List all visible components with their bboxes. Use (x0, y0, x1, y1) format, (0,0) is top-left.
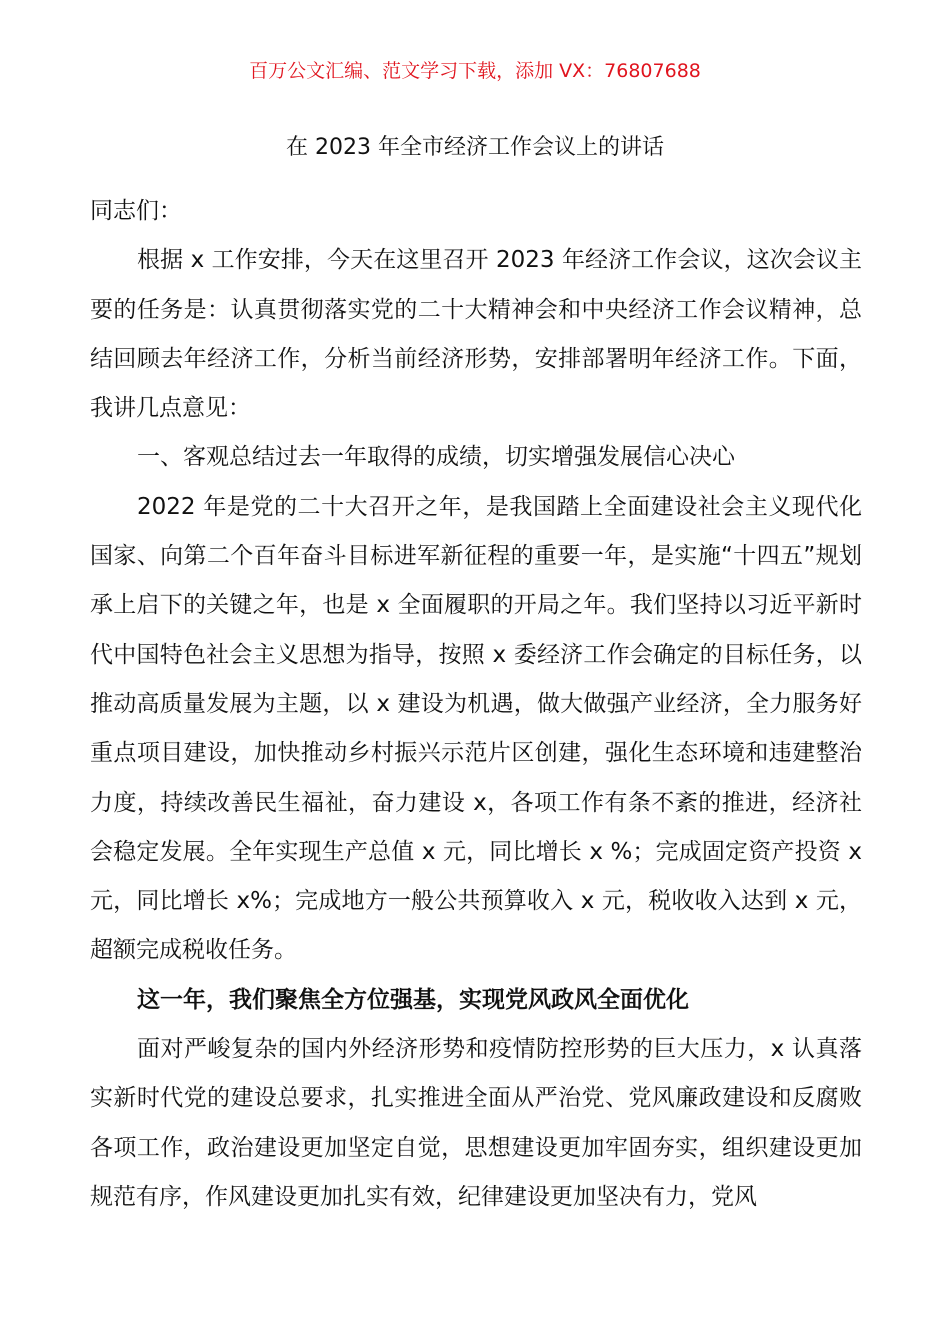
salutation: 同志们： (90, 198, 182, 224)
section-heading: 一、客观总结过去一年取得的成绩，切实增强发展信心决心 (137, 444, 735, 471)
header-note: 百万公文汇编、范文学习下载，添加 VX：76807688 (249, 60, 701, 82)
document-title: 在 2023 年全市经济工作会议上的讲话 (286, 135, 664, 160)
document-body (90, 187, 862, 1222)
paragraph-intro: 根据 x 工作安排，今天在这里召开 2023 年经济工作会议，这次会议主要的任务是：认真贯彻落实党的二十大精神会和中央经济工作会议精神，总结回顾去年经济工作，分析当前经济形势，安排部署明年经济工作。下面，我讲几点意见： (90, 247, 862, 422)
paragraph-achievements: 2022 年是党的二十大召开之年，是我国踏上全面建设社会主义现代化国家、向第二个百年奋斗目标进军新征程的重要一年，是实施“十四五”规划承上启下的关键之年，也是 x 全面履职的开局之年。我们坚持以习近平新时代中国特色社会主义思想为指导，按照 x 委经济工作会确定的目标任务，以推动高质量发展为主题，以 x 建设为机遇，做大做强产业经济，全力服务好重点项目建设，加快推动乡村振兴示范片区创建，强化生态环境和违建整治力度，持续改善民生福祉，奋力建设 x，各项工作有条不紊的推进，经济社会稳定发展。全年实现生产总值 x 元，同比增长 x %；完成固定资产投资 x 元，同比增长 x%；完成地方一般公共预算收入 x 元，税收收入达到 x 元，超额完成税收任务。 (90, 493, 862, 964)
paragraph-party-building: 面对严峻复杂的国内外经济形势和疫情防控形势的巨大压力，x 认真落实新时代党的建设总要求，扎实推进全面从严治党、党风廉政建设和反腐败各项工作，政治建设更加坚定自觉，思想建设更加牢固夯实，组织建设更加规范有序，作风建设更加扎实有效，纪律建设更加坚决有力，党风 (90, 1036, 862, 1210)
bold-subheading: 这一年，我们聚焦全方位强基，实现党风政风全面优化 (137, 986, 689, 1013)
